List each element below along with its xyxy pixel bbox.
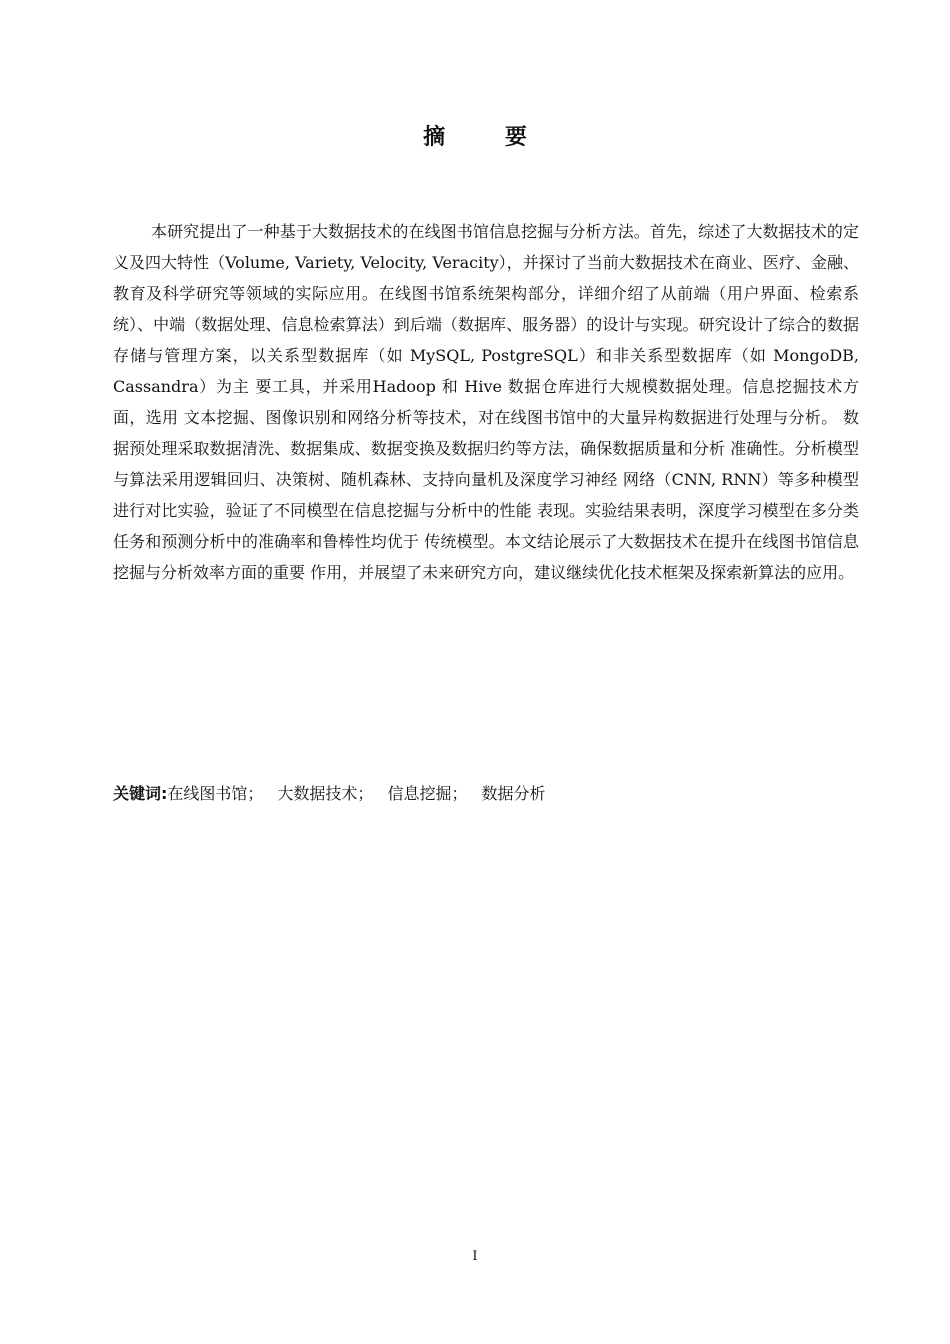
abstract-paragraph: 本研究提出了一种基于大数据技术的在线图书馆信息挖掘与分析方法。首先，综述了大数据技术的定义及四大特性（Volume, Variety, Velocity, Veracity），并探讨了当前大数据技术在商业、医疗、金融、教育及科学研究等领域的实际应用。在线图书馆系统架构部分，详细介绍了从前端（用户界面、检索系统）、中端（数据处理、信息检索算法）到后端（数据库、服务器）的设计与实现。研究设计了综合的数据存储与管理方案，以关系型数据库（如 MySQL, PostgreSQL）和非关系型数据库（如 MongoDB, Cassandra）为主 要工具，并采用Hadoop 和 Hive 数据仓库进行大规模数据处理。信息挖掘技术方面，选用 文本挖掘、图像识别和网络分析等技术，对在线图书馆中的大量异构数据进行处理与分析。 数据预处理采取数据清洗、数据集成、数据变换及数据归约等方法，确保数据质量和分析 准确性。分析模型与算法采用逻辑回归、决策树、随机森林、支持向量机及深度学习神经 网络（CNN, RNN）等多种模型进行对比实验，验证了不同模型在信息挖掘与分析中的性能 表现。实验结果表明，深度学习模型在多分类任务和预测分析中的准确率和鲁棒性均优于 传统模型。本文结论展示了大数据技术在提升在线图书馆信息挖掘与分析效率方面的重要 作用，并展望了未来研究方向，建议继续优化技术框架及探索新算法的应用。 (113, 222, 859, 582)
keyword-item: 数据分析 (481, 784, 546, 803)
keywords-line (113, 780, 859, 808)
page-title: 摘 要 (423, 125, 553, 150)
page-number: I (472, 1249, 478, 1264)
keyword-item: 大数据技术； (277, 784, 374, 803)
keyword-item: 在线图书馆； (167, 784, 264, 803)
keywords-label: 关键词: (113, 784, 168, 803)
keyword-item: 信息挖掘； (387, 784, 468, 803)
